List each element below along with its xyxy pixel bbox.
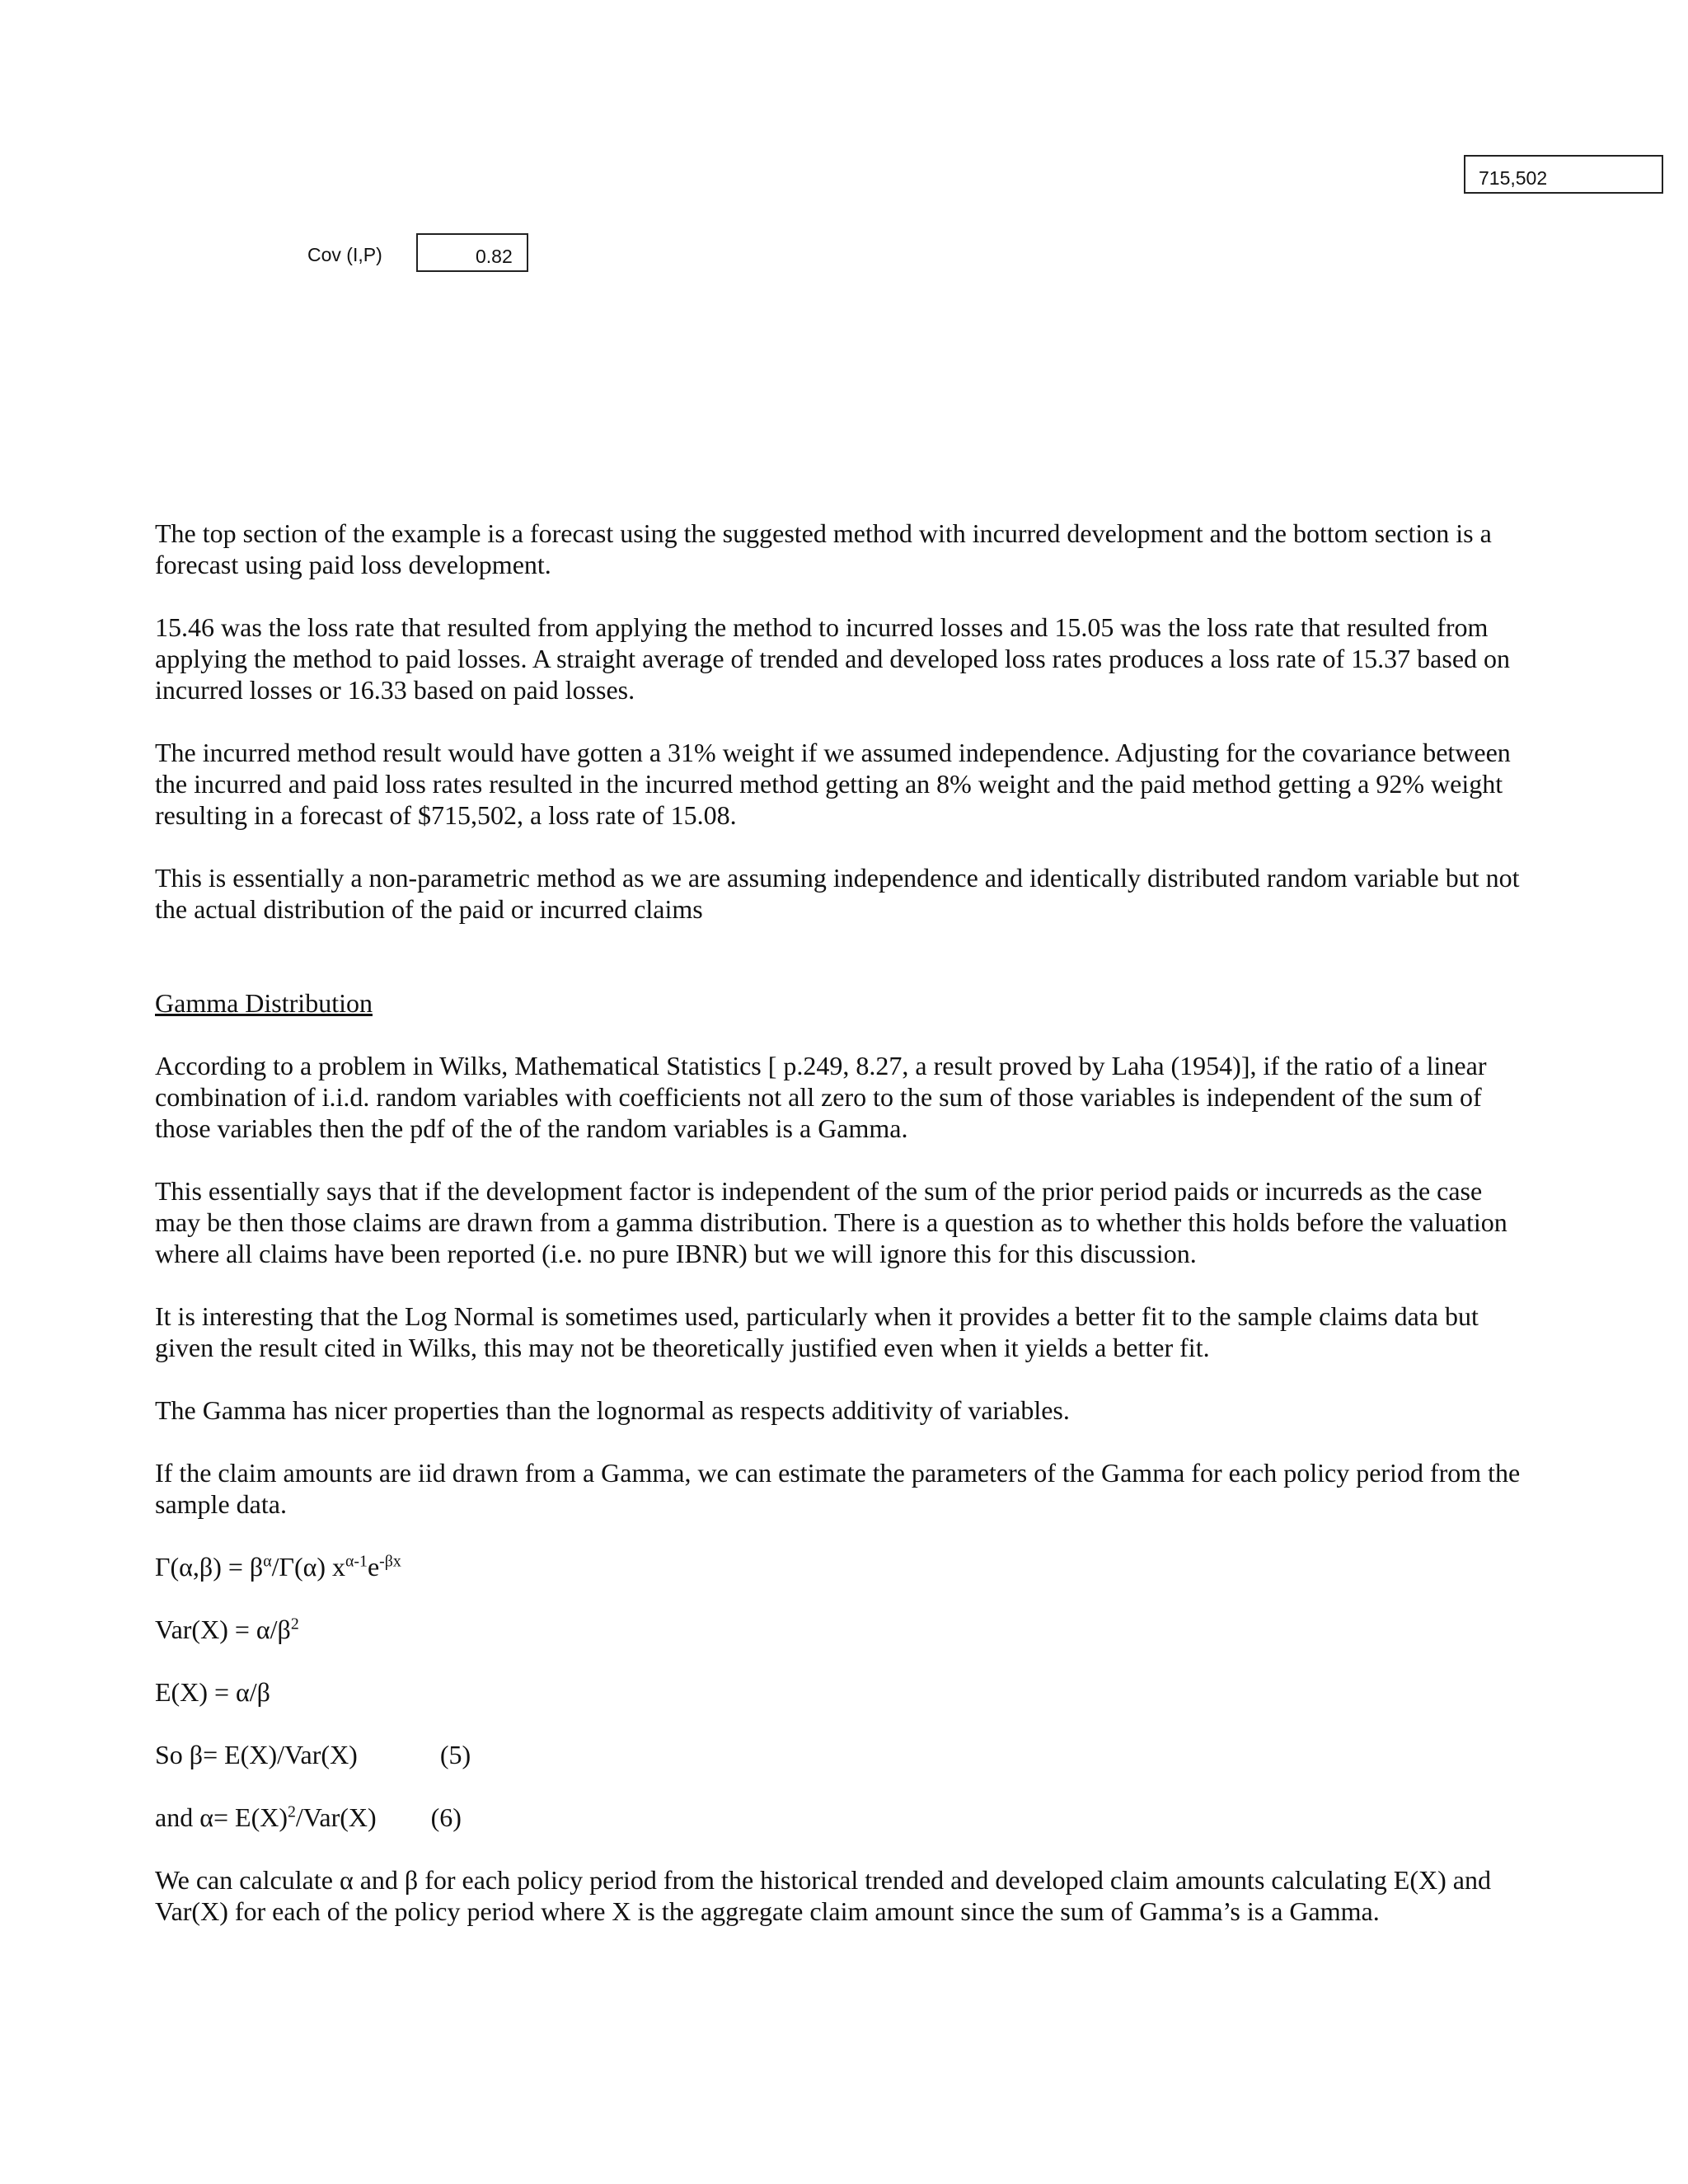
document-body [155,518,1523,1958]
cov-label: Cov (I,P) [307,244,382,265]
paragraph-development-factor: This essentially says that if the development factor is independent of the sum of the prior period paids or incurreds as the case may be then those claims are drawn from a gamma distribution. There is a question as to whether this holds before the valuation where all claims have been reported (i.e. no pure IBNR) but we will ignore this for this discussion. [155,1176,1507,1268]
formula-variance: $Var(X) = \alpha/\beta^2$ [155,1615,299,1644]
equation-number-6: (6) [430,1802,462,1832]
formula-mean: E(X) = α/β [155,1677,270,1707]
paragraph-additivity: The Gamma has nicer properties than the lognormal as respects additivity of variables. [155,1395,1070,1425]
paragraph-intro: The top section of the example is a forecast using the suggested method with incurred development and the bottom section is a forecast using paid loss development. [155,518,1492,579]
equation-number-5: (5) [439,1740,471,1769]
paragraph-closing: We can calculate α and β for each policy period from the historical trended and developed claim amounts calculating E(X) and Var(X) for each of the policy period where X is the aggregate claim amount since the sum of Gamma’s is a Gamma. [155,1865,1491,1926]
paragraph-weights: The incurred method result would have gotten a 31% weight if we assumed independence. Adjusting for the covariance between the incurred and paid loss rates resulted in the incurred method getting an 8% weight and the paid method getting a 92% weight resulting in a forecast of $715,502, a loss rate of 15.08. [155,738,1511,830]
paragraph-wilks: According to a problem in Wilks, Mathematical Statistics [ p.249, 8.27, a result proved by Laha (1954)], if the ratio of a linear combination of i.i.d. random variables with coefficients not all zero to the sum of those variables is independent of the sum of those variables then the pdf of the of the random variables is a Gamma. [155,1051,1487,1143]
paragraph-non-parametric: This is essentially a non-parametric method as we are assuming independence and identically distributed random variable but not the actual distribution of the paid or incurred claims [155,863,1520,924]
formula-beta: So β= E(X)/Var(X) (5) [155,1740,471,1769]
paragraph-loss-rates: 15.46 was the loss rate that resulted from applying the method to incurred losses and 15.05 was the loss rate that resulted from applying the method to paid losses. A straight average of trended and developed loss rates produces a loss rate of 15.37 based on incurred losses or 16.33 based on paid losses. [155,612,1511,705]
forecast-total-cell: 715,502 [1464,155,1663,194]
cov-value-cell: 0.82 [416,233,528,272]
formula-gamma-pdf: $\Gamma(\alpha,\beta) = \beta^\alpha/\Gamma(\alpha)$ $x^{\alpha-1}e^{-\beta x}$ [155,1552,401,1582]
paragraph-log-normal: It is interesting that the Log Normal is sometimes used, particularly when it provides a better fit to the sample claims data but given the result cited in Wilks, this may not be theoretically justified even when it yields a better fit. [155,1301,1479,1362]
paragraph-iid-gamma: If the claim amounts are iid drawn from a Gamma, we can estimate the parameters of the Gamma for each policy period from the sample data. [155,1458,1521,1519]
formula-alpha: and $\alpha= E(X)^2/Var(X)$ (6) [155,1802,462,1832]
section-heading-gamma: Gamma Distribution [155,988,373,1018]
